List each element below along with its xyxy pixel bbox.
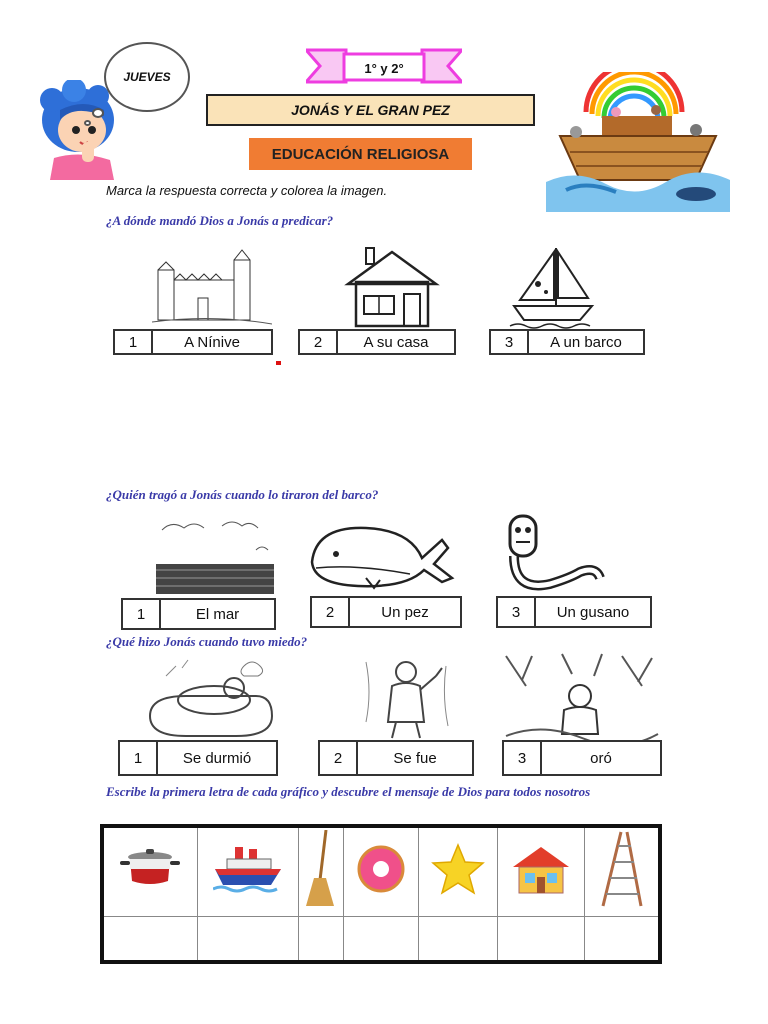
option-number: 1 <box>115 331 153 353</box>
rebus-cell <box>197 826 299 916</box>
question-1-text: ¿A dónde mandó Dios a Jonás a predicar? <box>106 213 334 228</box>
thought-dot <box>84 120 91 126</box>
option-label: Un pez <box>381 603 429 621</box>
rebus-cell <box>585 826 660 916</box>
answer-option[interactable] <box>113 329 273 355</box>
option-label: El mar <box>195 605 240 623</box>
option-number: 1 <box>120 742 158 774</box>
answer-letter-cell[interactable] <box>585 916 660 962</box>
rebus-cell <box>343 826 419 916</box>
option-label: oró <box>590 749 612 767</box>
option-number: 2 <box>312 598 350 626</box>
pot-icon <box>118 849 182 889</box>
answer-letter-cell[interactable] <box>419 916 498 962</box>
nineveh-city-picture <box>152 240 272 326</box>
answer-letter-cell[interactable] <box>197 916 299 962</box>
house-picture <box>344 244 440 328</box>
donut-icon <box>355 843 407 895</box>
option-number: 2 <box>320 742 358 774</box>
day-thought-bubble <box>104 42 190 112</box>
option-label: A un barco <box>550 333 622 351</box>
jonah-sleeping-picture <box>146 656 276 740</box>
broom-icon <box>306 830 336 908</box>
thought-dot <box>92 108 104 118</box>
option-label: A su casa <box>363 333 429 351</box>
answer-letter-cell[interactable] <box>343 916 419 962</box>
answer-option[interactable] <box>118 740 278 776</box>
rebus-table <box>100 824 662 964</box>
answer-option[interactable] <box>121 598 276 630</box>
answer-option[interactable] <box>489 329 645 355</box>
question-2-text: ¿Quién tragó a Jonás cuando lo tiraron del barco? <box>106 487 379 502</box>
rebus-cell <box>102 826 197 916</box>
rebus-cell <box>299 826 343 916</box>
ship-icon <box>213 843 283 895</box>
answer-letter-cell[interactable] <box>498 916 585 962</box>
answer-letter-cell[interactable] <box>102 916 197 962</box>
answer-option[interactable] <box>502 740 662 776</box>
noah-ark-illustration <box>546 72 730 212</box>
subject-title: EDUCACIÓN RELIGIOSA <box>249 138 472 170</box>
answer-option[interactable] <box>298 329 456 355</box>
house-icon <box>511 843 571 895</box>
option-number: 3 <box>498 598 536 626</box>
option-number: 3 <box>491 331 529 353</box>
sailboat-picture <box>506 244 598 330</box>
option-label: Se fue <box>393 749 437 767</box>
jonah-praying-picture <box>502 652 662 742</box>
lesson-title: JONÁS Y EL GRAN PEZ <box>206 94 535 126</box>
option-label: Se durmió <box>182 749 252 767</box>
rebus-cell <box>498 826 585 916</box>
rebus-cell <box>419 826 498 916</box>
ladder-icon <box>597 830 647 908</box>
red-marker <box>276 361 281 365</box>
star-icon <box>431 843 485 895</box>
answer-option[interactable] <box>318 740 474 776</box>
instruction-text: Marca la respuesta correcta y colorea la imagen. <box>106 183 388 198</box>
sea-picture <box>152 510 276 596</box>
worm-picture <box>500 512 610 598</box>
grade-label: 1° y 2° <box>364 60 404 76</box>
option-number: 3 <box>504 742 542 774</box>
option-label: A Nínive <box>184 333 240 351</box>
answer-option[interactable] <box>496 596 652 628</box>
rebus-instruction: Escribe la primera letra de cada gráfico y descubre el mensaje de Dios para todos nosotros <box>106 784 591 799</box>
option-number: 2 <box>300 331 338 353</box>
whale-picture <box>306 518 456 594</box>
day-label: JUEVES <box>123 70 171 84</box>
option-label: Un gusano <box>556 603 630 621</box>
jonah-leaving-picture <box>356 652 456 742</box>
answer-option[interactable] <box>310 596 462 628</box>
answer-letter-cell[interactable] <box>299 916 343 962</box>
option-number: 1 <box>123 600 161 628</box>
question-3-text: ¿Qué hizo Jonás cuando tuvo miedo? <box>106 634 308 649</box>
